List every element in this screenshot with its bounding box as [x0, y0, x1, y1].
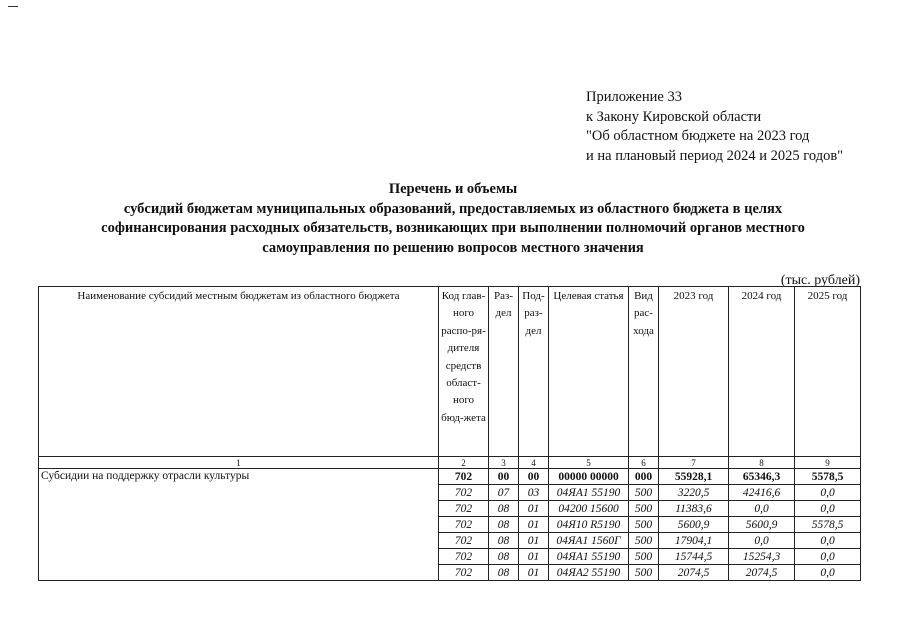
- cell-2024: 65346,3: [729, 469, 795, 485]
- cell-2024: 0,0: [729, 533, 795, 549]
- cell-2025: 0,0: [795, 549, 861, 565]
- cell-subsection: 01: [519, 565, 549, 581]
- cell-2025: 5578,5: [795, 469, 861, 485]
- cell-section: 08: [489, 533, 519, 549]
- column-number: 2: [439, 457, 489, 469]
- cell-2025: 0,0: [795, 501, 861, 517]
- column-number: 7: [659, 457, 729, 469]
- cell-target: 04ЯА1 55190: [549, 485, 629, 501]
- title-line: Перечень и объемы: [388, 181, 518, 197]
- subsidy-name: Субсидии на поддержку отрасли культуры: [39, 469, 439, 581]
- cell-subsection: 01: [519, 501, 549, 517]
- margin-dash-mark: [8, 6, 18, 7]
- cell-2024: 0,0: [729, 501, 795, 517]
- header-code: Код глав-ного распо-ря-дителя средств област-ного бюд-жета: [439, 287, 489, 457]
- cell-2025: 0,0: [795, 485, 861, 501]
- cell-code: 702: [439, 501, 489, 517]
- cell-code: 702: [439, 565, 489, 581]
- column-number: 8: [729, 457, 795, 469]
- cell-section: 07: [489, 485, 519, 501]
- header-2025: 2025 год: [795, 287, 861, 457]
- header-2023: 2023 год: [659, 287, 729, 457]
- column-number: 9: [795, 457, 861, 469]
- cell-section: 08: [489, 549, 519, 565]
- header-2024: 2024 год: [729, 287, 795, 457]
- cell-section: 08: [489, 501, 519, 517]
- cell-2023: 3220,5: [659, 485, 729, 501]
- cell-subsection: 03: [519, 485, 549, 501]
- column-number: 6: [629, 457, 659, 469]
- cell-type: 000: [629, 469, 659, 485]
- cell-subsection: 01: [519, 533, 549, 549]
- cell-2023: 17904,1: [659, 533, 729, 549]
- cell-2023: 15744,5: [659, 549, 729, 565]
- cell-type: 500: [629, 485, 659, 501]
- header-type: Вид рас-хода: [629, 287, 659, 457]
- table-row-total: [39, 469, 861, 485]
- cell-type: 500: [629, 533, 659, 549]
- cell-code: 702: [439, 549, 489, 565]
- cell-subsection: 00: [519, 469, 549, 485]
- column-number: 4: [519, 457, 549, 469]
- cell-section: 08: [489, 517, 519, 533]
- units-label: (тыс. рублей): [780, 273, 860, 288]
- header-target: Целевая статья: [549, 287, 629, 457]
- cell-2023: 55928,1: [659, 469, 729, 485]
- title-line: софинансирования расходных обязательств, возникающих при выполнении полномочий органов местного: [101, 220, 805, 236]
- cell-type: 500: [629, 565, 659, 581]
- cell-2024: 42416,6: [729, 485, 795, 501]
- header-section: Раз-дел: [489, 287, 519, 457]
- cell-2023: 2074,5: [659, 565, 729, 581]
- appendix-line: "Об областном бюджете на 2023 год: [586, 128, 810, 144]
- cell-target: 04ЯА2 55190: [549, 565, 629, 581]
- cell-subsection: 01: [519, 517, 549, 533]
- title-line: субсидий бюджетам муниципальных образований, предоставляемых из областного бюджета в целях: [123, 200, 783, 217]
- appendix-line: и на плановый период 2024 и 2025 годов": [586, 147, 844, 164]
- cell-section: 08: [489, 565, 519, 581]
- header-name: Наименование субсидий местным бюджетам из областного бюджета: [39, 287, 439, 457]
- cell-target: 04ЯА1 1560Г: [549, 533, 629, 549]
- column-number: 1: [39, 457, 439, 469]
- header-subsection: Под-раз-дел: [519, 287, 549, 457]
- subsidy-table: [38, 286, 861, 581]
- cell-2023: 5600,9: [659, 517, 729, 533]
- cell-2023: 11383,6: [659, 501, 729, 517]
- cell-target: 00000 00000: [549, 469, 629, 485]
- column-number-row: [39, 457, 861, 469]
- cell-section: 00: [489, 469, 519, 485]
- document-title: [40, 180, 866, 258]
- cell-code: 702: [439, 517, 489, 533]
- cell-type: 500: [629, 549, 659, 565]
- cell-target: 04ЯА1 55190: [549, 549, 629, 565]
- appendix-line: к Закону Кировской области: [586, 108, 762, 125]
- title-line: самоуправления по решению вопросов местного значения: [262, 239, 644, 256]
- cell-target: 04Я10 R5190: [549, 517, 629, 533]
- column-number: 5: [549, 457, 629, 469]
- cell-code: 702: [439, 533, 489, 549]
- cell-code: 702: [439, 469, 489, 485]
- cell-2024: 2074,5: [729, 565, 795, 581]
- cell-2024: 15254,3: [729, 549, 795, 565]
- header-row: [39, 287, 861, 457]
- cell-code: 702: [439, 485, 489, 501]
- cell-type: 500: [629, 501, 659, 517]
- column-number: 3: [489, 457, 519, 469]
- cell-type: 500: [629, 517, 659, 533]
- cell-target: 04200 15600: [549, 501, 629, 517]
- cell-2025: 0,0: [795, 533, 861, 549]
- cell-2025: 0,0: [795, 565, 861, 581]
- cell-subsection: 01: [519, 549, 549, 565]
- appendix-line: Приложение 33: [586, 89, 682, 105]
- cell-2024: 5600,9: [729, 517, 795, 533]
- appendix-block: [586, 88, 843, 166]
- cell-2025: 5578,5: [795, 517, 861, 533]
